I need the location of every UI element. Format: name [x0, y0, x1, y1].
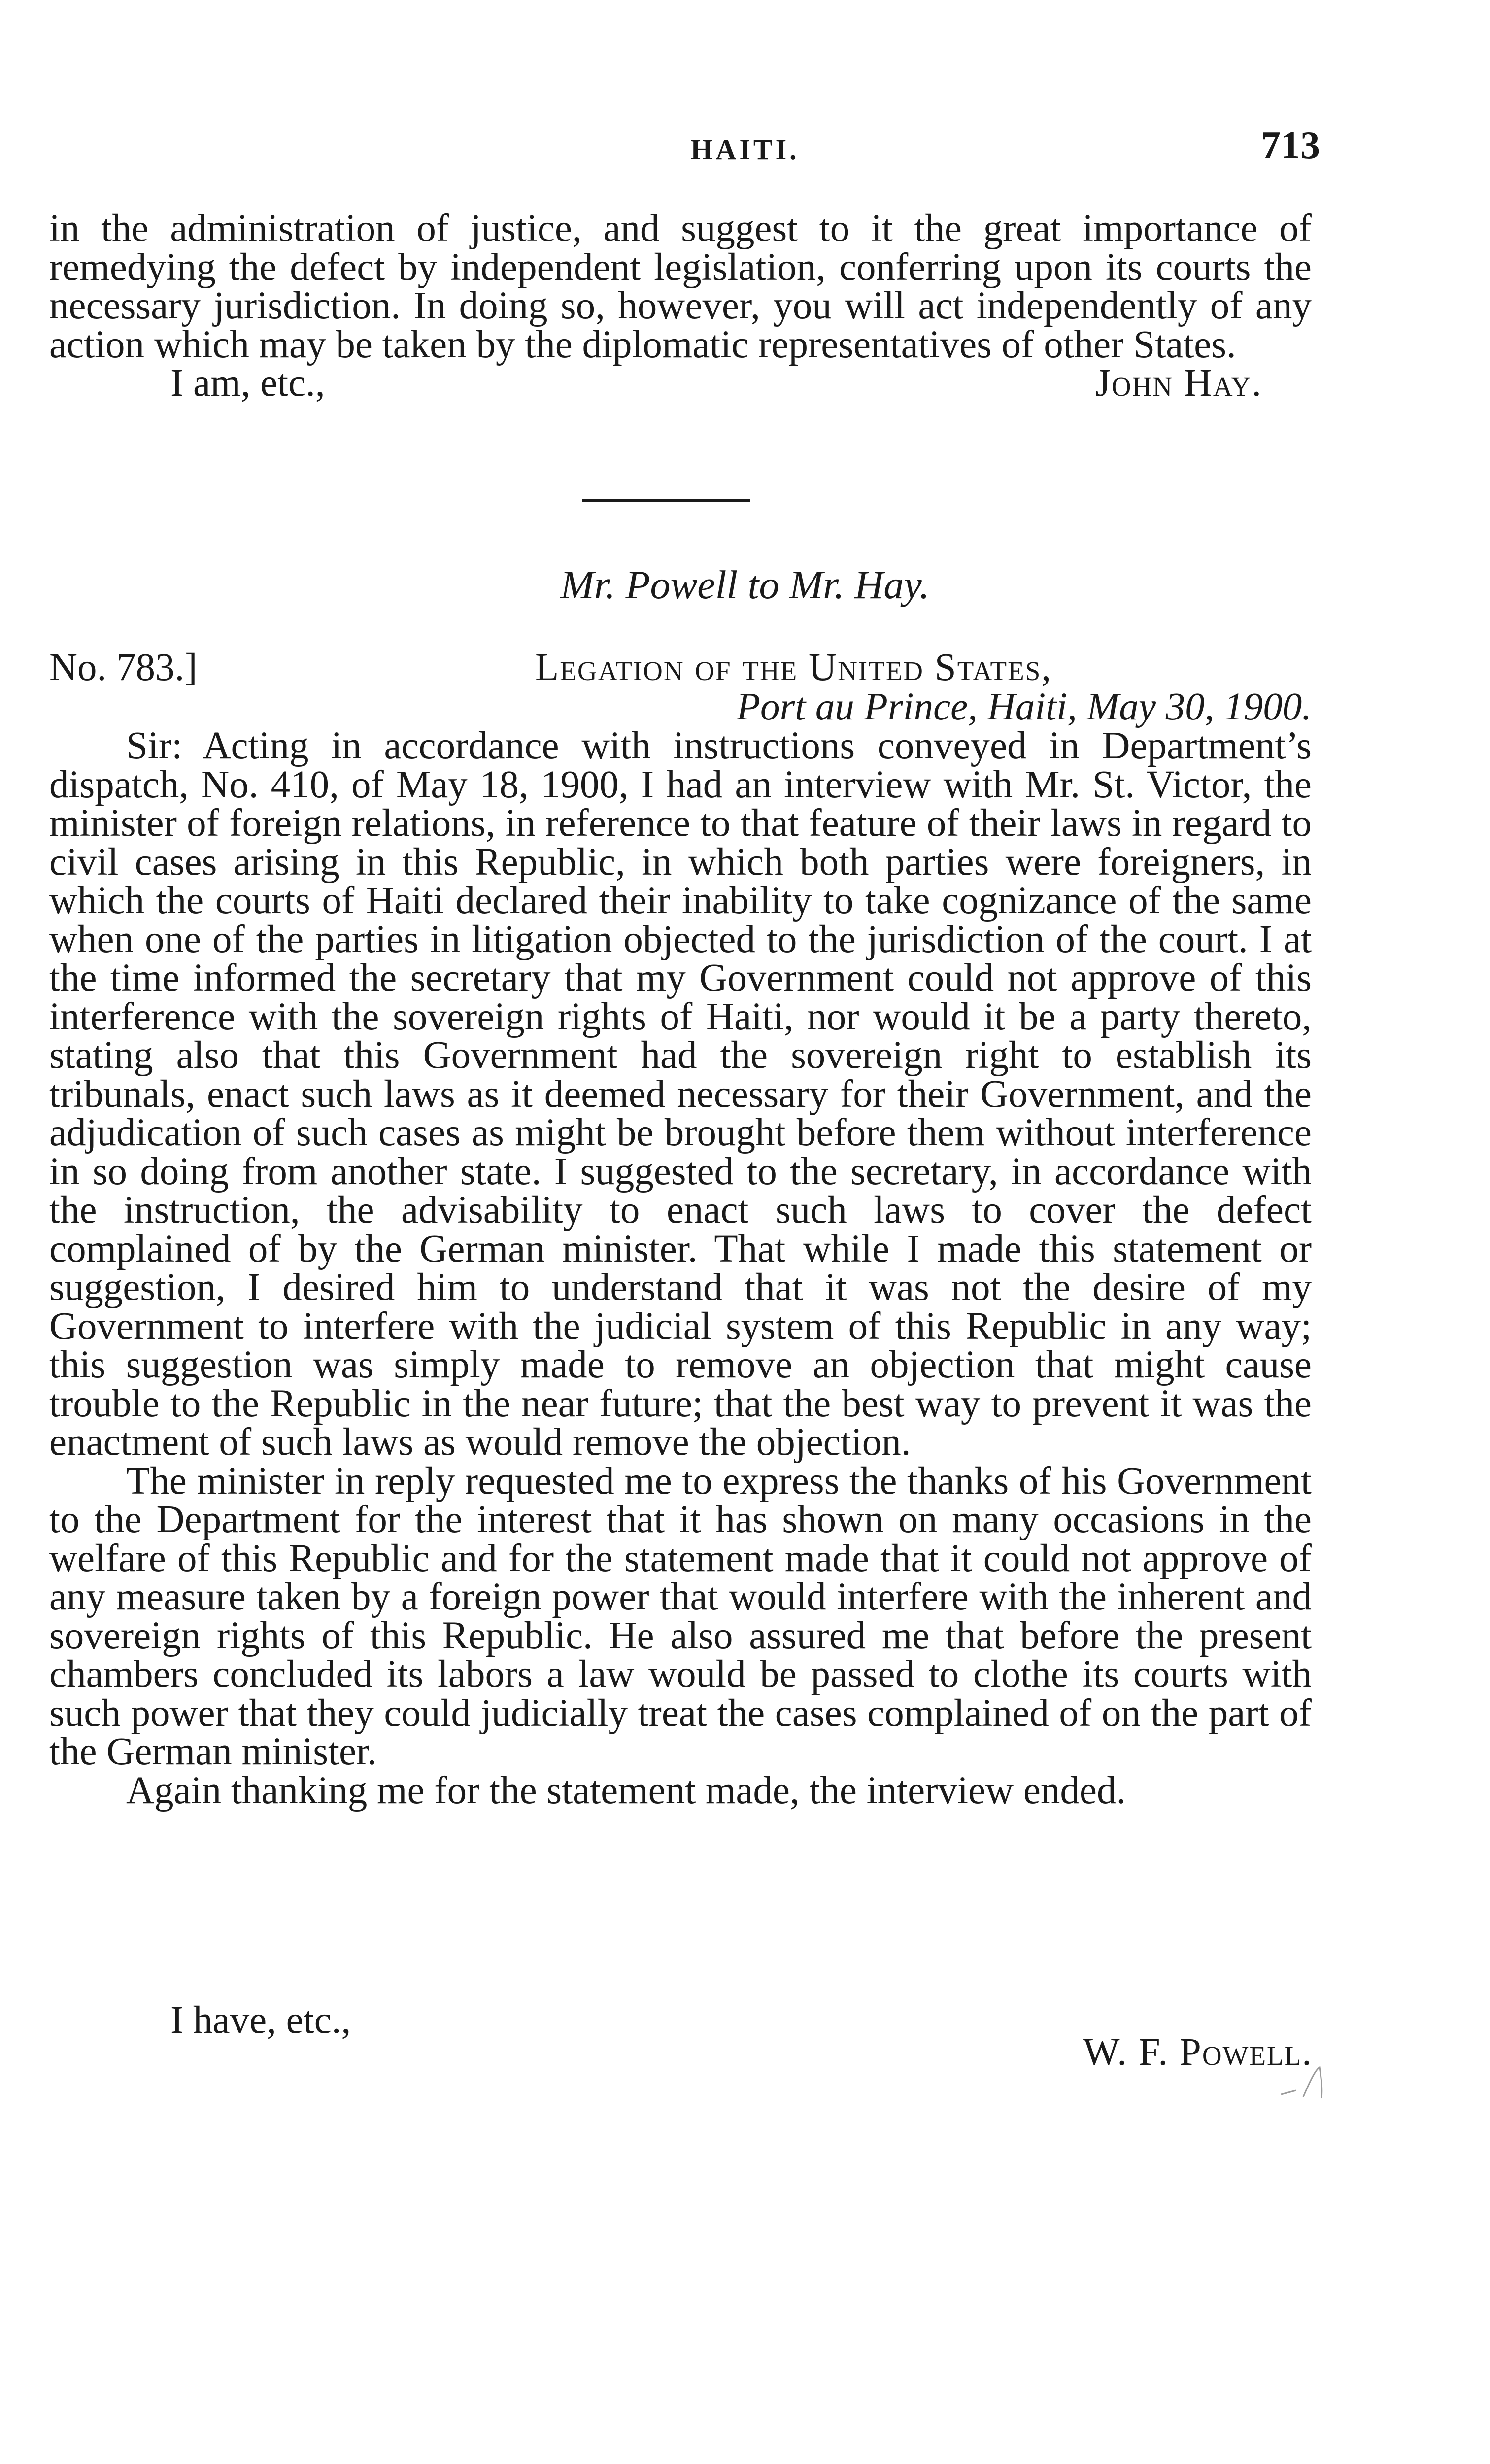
stray-pencil-mark	[1276, 2060, 1330, 2104]
running-head	[0, 123, 1490, 168]
page-number: 713	[1261, 124, 1320, 167]
letter-signature: W. F. Powell.	[1083, 2031, 1313, 2074]
place-and-date: Port au Prince, Haiti, May 30, 1900.	[736, 685, 1312, 728]
letter-body	[49, 724, 1312, 1812]
continuation-closing: I am, etc.,	[170, 362, 325, 405]
section-divider-rule	[582, 499, 750, 502]
letter-dateline	[49, 648, 1312, 732]
letter-paragraph-2: The minister in reply requested me to express the thanks of his Government to the Department for the interest that it has shown on many occasions in the welfare of this Republic and for the statement made that it could not approve of any measure taken by a foreign power that would interfere with the inherent and sovereign rights of this Republic. He also assured me that before the present chambers concluded its labors a law would be passed to clothe its courts with such power that they could judicially treat the cases complained of on the part of the German minister.	[49, 1459, 1312, 1773]
running-title: HAITI.	[690, 134, 800, 166]
continuation-closing-row	[49, 364, 1312, 405]
continuation-signature: John Hay.	[1095, 362, 1262, 405]
letter-paragraph-1: Sir: Acting in accordance with instructions conveyed in Department’s dispatch, No. 410, of May 18, 1900, I had an interview with Mr. St. Victor, the minister of foreign relations, in reference to that feature of their laws in regard to civil cases arising in this Republic, in which both parties were foreigners, in which the courts of Haiti declared their inability to take cognizance of the same when one of the parties in litigation objected to the jurisdiction of the court. I at the time informed the secretary that my Government could not approve of this interference with the sovereign rights of Haiti, nor would it be a party thereto, stating also that this Government had the sovereign right to establish its tribunals, enact such laws as it deemed necessary for their Government, and the adjudication of such cases as might be brought before them without interference in so doing from another state. I suggested to the secretary, in accordance with the instruction, the advisability to enact such laws to cover the defect complained of by the German minister. That while I made this statement or suggestion, I desired him to understand that it was not the desire of my Government to interfere with the judicial system of this Republic in any way; this suggestion was simply made to remove an objection that might cause trouble to the Republic in the near future; that the best way to prevent it was the enactment of such laws as would remove the objection.	[49, 724, 1312, 1464]
letter-heading: Mr. Powell to Mr. Hay.	[560, 562, 930, 607]
continuation-paragraph: in the administration of justice, and suggest to it the great importance of remedying the defect by independent legislation, conferring upon its courts the necessary jurisdiction. In doing so, however, you will act independently of any action which may be taken by the diplomatic representatives of other States.	[49, 207, 1312, 366]
letter-paragraph-3: Again thanking me for the statement made, the interview ended.	[126, 1769, 1126, 1812]
dispatch-number: No. 783.]	[49, 646, 198, 689]
continuation-section	[49, 209, 1312, 405]
letter-closing: I have, etc.,	[170, 1999, 351, 2042]
legation-line: Legation of the United States,	[535, 646, 1052, 689]
